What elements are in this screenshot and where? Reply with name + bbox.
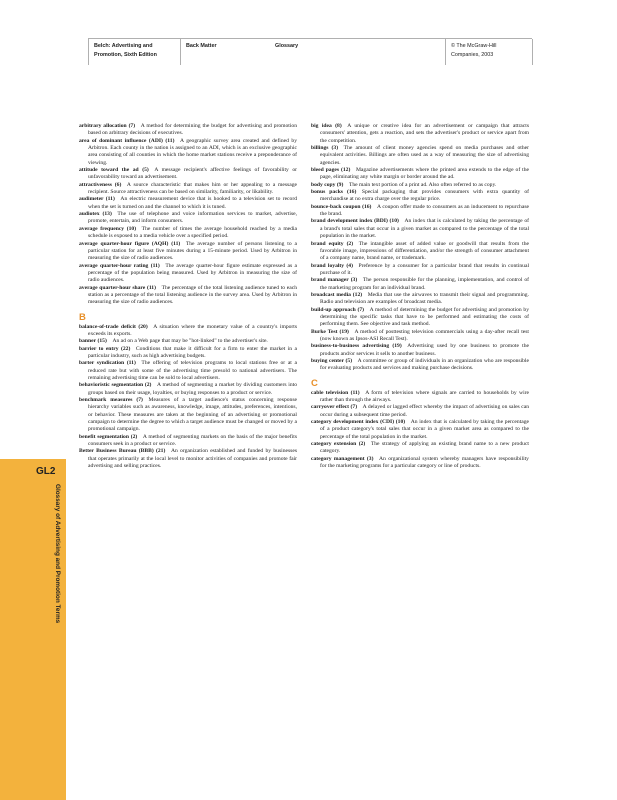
glossary-definition: A delayed or lagged effect whereby the impact of advertising on sales can occur during a subsequent time period. bbox=[320, 404, 529, 418]
chapter-ref: (2) bbox=[346, 240, 354, 247]
glossary-term: bounce-back coupon bbox=[311, 203, 361, 210]
glossary-term: audiotex bbox=[79, 211, 100, 218]
glossary-definition: The percentage of the total listening audience tuned to each station as a percentage of the total listening audience in the survey area. Used by Arbitron in measuring the size of radio audiences. bbox=[88, 284, 297, 306]
glossary-entry bbox=[79, 324, 297, 339]
glossary-term: big idea bbox=[311, 123, 332, 129]
glossary-term: barrier to entry bbox=[79, 345, 119, 352]
glossary-term: attitude toward the ad bbox=[79, 167, 139, 174]
chapter-ref: (11) bbox=[146, 284, 156, 291]
glossary-entry bbox=[311, 277, 529, 292]
glossary-term: Better Business Bureau (BBB) bbox=[79, 448, 154, 455]
glossary-entry bbox=[311, 204, 529, 219]
glossary-entry bbox=[79, 196, 297, 211]
left-entries-b bbox=[79, 324, 297, 471]
glossary-definition: A committee or group of individuals in an organization who are responsible for evaluating products and services and making purchase decisions. bbox=[320, 358, 529, 372]
glossary-definition: The amount of client money agencies spend on media purchases and other equivalent activities. Billings are often used as a way of measuring the size of advertising agencies. bbox=[320, 145, 529, 166]
chapter-ref: (11) bbox=[171, 240, 181, 247]
chapter-ref: (13) bbox=[102, 211, 112, 218]
glossary-term: average quarter-hour share bbox=[79, 284, 146, 291]
glossary-entry bbox=[311, 182, 529, 189]
chapter-ref: (5) bbox=[142, 167, 149, 174]
glossary-entry bbox=[79, 397, 297, 434]
glossary-definition: A situation where the monetary value of a country's imports exceeds its exports. bbox=[88, 323, 298, 337]
chapter-ref: (6) bbox=[114, 181, 122, 188]
left-column bbox=[79, 123, 297, 470]
glossary-entry bbox=[311, 189, 529, 204]
chapter-ref: (11) bbox=[150, 262, 160, 269]
glossary-entry bbox=[79, 263, 297, 285]
glossary-term: barter syndication bbox=[79, 360, 125, 367]
chapter-ref: (8) bbox=[335, 123, 342, 129]
glossary-term: behavioristic segmentation bbox=[79, 382, 144, 389]
glossary-definition: Conditions that make it difficult for a firm to enter the market in a particular industry, such as high advertising budgets. bbox=[88, 345, 297, 359]
chapter-ref: (2) bbox=[358, 441, 366, 448]
glossary-entry bbox=[79, 285, 297, 307]
glossary-term: category management bbox=[311, 455, 365, 462]
glossary-term: brand development index (BDI) bbox=[311, 218, 388, 225]
glossary-term: average frequency bbox=[79, 225, 125, 232]
glossary-term: brand loyalty bbox=[311, 262, 345, 269]
chapter-ref: (11) bbox=[350, 389, 360, 396]
glossary-definition: A method of determining the budget for advertising and promotion by determining the specific tasks that have to be performed and estimating the costs of performing them. See objective and task method. bbox=[320, 306, 529, 328]
glossary-definition: An organizational system whereby managers have responsibility for the marketing programs for a particular category or line of products. bbox=[320, 455, 529, 470]
glossary-entry bbox=[311, 292, 529, 307]
right-entries-b bbox=[311, 123, 529, 373]
glossary-definition: The main text portion of a print ad. Also often referred to as copy. bbox=[348, 181, 497, 188]
section-letter-c: C bbox=[311, 377, 318, 389]
left-entries-a bbox=[79, 123, 297, 307]
glossary-term: broadcast media bbox=[311, 291, 351, 298]
chapter-ref: (7) bbox=[357, 306, 365, 313]
glossary-term: brand equity bbox=[311, 240, 344, 247]
right-entries-c bbox=[311, 390, 529, 471]
glossary-entry bbox=[311, 263, 529, 278]
glossary-entry bbox=[311, 329, 529, 344]
glossary-definition: A geographic survey area created and defined by Arbitron. Each county in the nation is assigned to an ADI, which is an exclusive geographic area consisting of all counties in which the home market stations receive a preponderance of viewing. bbox=[88, 137, 297, 166]
glossary-term: benchmark measures bbox=[79, 397, 133, 404]
chapter-ref: (3) bbox=[331, 145, 339, 152]
glossary-term: category extension bbox=[311, 441, 357, 448]
glossary-entry bbox=[311, 404, 529, 419]
glossary-definition: A method for determining the budget for advertising and promotion based on arbitrary decisions of executives. bbox=[88, 123, 297, 137]
glossary-definition: Media that use the airwaves to transmit their signal and programming. Radio and television are examples of broadcast media. bbox=[320, 291, 529, 306]
header-section: Back Matter bbox=[180, 39, 270, 65]
glossary-definition: The use of telephone and voice information services to market, advertise, promote, entertain, and inform consumers. bbox=[88, 211, 297, 225]
glossary-term: Burke Test bbox=[311, 328, 338, 335]
chapter-ref: (11) bbox=[126, 360, 136, 367]
chapter-ref: (7) bbox=[136, 397, 143, 404]
glossary-entry bbox=[79, 338, 297, 345]
glossary-entry bbox=[311, 390, 529, 405]
chapter-ref: (10) bbox=[126, 225, 137, 232]
glossary-term: category development index (CDI) bbox=[311, 419, 395, 426]
glossary-term: benefit segmentation bbox=[79, 433, 129, 440]
glossary-term: business-to-business advertising bbox=[311, 343, 390, 350]
glossary-definition: Measures of a target audience's status concerning response hierarchy variables such as awareness, knowledge, image, attitudes, preferences, intentions, or behavior. These measures are taken at the beginning of an advertising or promotional campaign to determine the degree to which a target audience must be changed or moved by a promotional campaign. bbox=[88, 397, 297, 433]
chapter-ref: (3) bbox=[366, 455, 374, 462]
glossary-definition: An electric measurement device that is hooked to a television set to record when the set is turned on and the channel to which it is tuned. bbox=[88, 196, 297, 210]
glossary-definition: A method of posttesting television commercials using a day-after recall test (now known as Ipsos-ASI Recall Test). bbox=[320, 328, 529, 342]
glossary-term: billings bbox=[311, 145, 329, 152]
chapter-ref: (7) bbox=[350, 404, 358, 411]
chapter-ref: (15) bbox=[97, 338, 107, 345]
glossary-definition: A method of segmenting markets on the basis of the major benefits consumers seek in a product or service. bbox=[88, 433, 298, 448]
glossary-entry bbox=[311, 441, 529, 456]
chapter-ref: (2) bbox=[144, 382, 152, 389]
chapter-ref: (12) bbox=[341, 167, 351, 174]
glossary-term: bonus packs bbox=[311, 189, 343, 196]
chapter-ref: (11) bbox=[165, 137, 175, 144]
glossary-term: audimeter bbox=[79, 196, 104, 203]
glossary-definition: An index that is calculated by taking the percentage of a product category's total sales that occur in a given market area as compared to the percentage of the total population in the market. bbox=[320, 419, 529, 440]
glossary-term: cable television bbox=[311, 389, 349, 396]
chapter-ref: (16) bbox=[346, 189, 357, 196]
glossary-entry bbox=[311, 145, 529, 167]
chapter-ref: (12) bbox=[352, 291, 363, 298]
glossary-entry bbox=[79, 382, 297, 397]
glossary-definition: A method of segmenting a market by dividing customers into groups based on their usage, loyalties, or buying responses to a product or service. bbox=[88, 382, 297, 396]
section-letter-b: B bbox=[79, 311, 86, 323]
chapter-ref: (11) bbox=[105, 196, 115, 203]
glossary-entry bbox=[79, 167, 297, 182]
header-book-title: Belch: Advertising and Promotion, Sixth Edition bbox=[88, 39, 178, 65]
glossary-term: build-up approach bbox=[311, 306, 356, 313]
chapter-ref: (9) bbox=[336, 181, 344, 188]
glossary-definition: Magazine advertisements where the printed area extends to the edge of the page, eliminating any white margin or border around the ad. bbox=[320, 167, 529, 181]
glossary-entry bbox=[79, 182, 297, 197]
glossary-entry bbox=[79, 241, 297, 263]
glossary-definition: The person responsible for the planning, implementation, and control of the marketing program for an individual brand. bbox=[320, 277, 530, 291]
glossary-definition: The strategy of applying an existing brand name to a new product category. bbox=[320, 441, 529, 455]
glossary-entry bbox=[311, 307, 529, 329]
glossary-entry bbox=[79, 123, 297, 138]
glossary-definition: A source characteristic that makes him or her appealing to a message recipient. Source attractiveness can be based on similarity, familiarity, or likability. bbox=[88, 181, 297, 196]
glossary-term: body copy bbox=[311, 181, 336, 188]
glossary-term: average quarter-hour rating bbox=[79, 262, 149, 269]
glossary-definition: The number of times the average household reached by a media schedule is exposed to a media vehicle over a specified period. bbox=[88, 225, 297, 240]
glossary-entry bbox=[79, 434, 297, 449]
glossary-definition: A form of television where signals are carried to households by wire rather than through the airways. bbox=[320, 389, 529, 404]
chapter-ref: (22) bbox=[121, 345, 131, 352]
chapter-ref: (21) bbox=[156, 448, 166, 455]
glossary-definition: Preference by a consumer for a particular brand that results in continual purchase of it. bbox=[320, 262, 529, 276]
glossary-definition: A coupon offer made to consumers as an inducement to repurchase the brand. bbox=[320, 203, 529, 218]
glossary-entry bbox=[311, 343, 529, 358]
glossary-term: buying center bbox=[311, 358, 344, 364]
glossary-entry bbox=[79, 448, 297, 470]
glossary-entry bbox=[311, 123, 529, 145]
chapter-ref: (5) bbox=[345, 358, 353, 364]
glossary-entry bbox=[79, 211, 297, 226]
glossary-definition: The average quarter-hour figure estimate expressed as a percentage of the population being measured. Used by Arbitron in measuring the size of radio audiences. bbox=[88, 262, 297, 284]
glossary-definition: The average number of persons listening to a particular station for at least five minutes during a 15-minute period. Used by Arbitron in measuring the size of radio audiences. bbox=[88, 240, 298, 262]
glossary-entry bbox=[311, 419, 529, 441]
running-header bbox=[88, 38, 532, 71]
glossary-entry bbox=[311, 456, 529, 471]
chapter-ref: (20) bbox=[138, 323, 148, 330]
glossary-definition: An index that is calculated by taking the percentage of a brand's total sales that occur in a given market as compared to the percentage of the total population in the market. bbox=[320, 218, 529, 240]
glossary-entry bbox=[79, 226, 297, 241]
page-number-tab: GL2 bbox=[36, 466, 56, 477]
glossary-entry bbox=[311, 241, 529, 263]
glossary-definition: The offering of television programs to local stations free or at a reduced rate but with some of the advertising time presold to national advertisers. The remaining advertising time can be sold to local advertisers. bbox=[88, 360, 298, 381]
glossary-term: average quarter-hour figure (AQH) bbox=[79, 240, 169, 247]
glossary-definition: Special packaging that provides consumers with extra quantity of merchandise at no extra charge over the regular price. bbox=[320, 189, 529, 203]
glossary-term: banner bbox=[79, 338, 97, 345]
chapter-ref: (19) bbox=[339, 328, 349, 335]
glossary-entry bbox=[79, 346, 297, 361]
chapter-ref: (3) bbox=[350, 277, 358, 284]
glossary-term: area of dominant influence (ADI) bbox=[79, 137, 163, 144]
glossary-term: brand manager bbox=[311, 277, 349, 284]
right-column bbox=[311, 123, 529, 470]
glossary-entry bbox=[311, 167, 529, 182]
glossary-entry bbox=[311, 218, 529, 240]
glossary-definition: Advertising used by one business to promote the products and/or services it sells to another business. bbox=[320, 343, 529, 357]
chapter-ref: (7) bbox=[128, 123, 136, 129]
glossary-definition: An ad on a Web page that may be "hot-linked" to the advertiser's site. bbox=[112, 338, 268, 345]
glossary-definition: A message recipient's affective feelings of favorability or unfavorability toward an advertisement. bbox=[88, 167, 297, 181]
glossary-definition: An organization established and funded by businesses that operates primarily at the local level to monitor activities of companies and promote fair advertising and selling practices. bbox=[88, 448, 298, 470]
header-chapter: Glossary bbox=[275, 43, 299, 49]
chapter-ref: (19) bbox=[392, 343, 402, 350]
glossary-definition: The intangible asset of added value or goodwill that results from the favorable image, impressions of differentiation, and/or the strength of consumer attachment of a company name, brand name, or trademark. bbox=[320, 240, 530, 262]
glossary-definition: A unique or creative idea for an advertisement or campaign that attracts consumers' attention, gets a reaction, and sets the advertiser's product or service apart from the competition. bbox=[320, 123, 530, 144]
chapter-ref: (16) bbox=[362, 203, 372, 210]
glossary-entry bbox=[311, 358, 529, 373]
chapter-ref: (10) bbox=[395, 419, 406, 426]
glossary-term: arbitrary allocation bbox=[79, 123, 127, 129]
sidebar-title: Glossary of Advertising and Promotion Terms bbox=[54, 484, 61, 624]
chapter-ref: (2) bbox=[130, 433, 138, 440]
header-copyright: © The McGraw-Hill Companies, 2003 bbox=[445, 39, 533, 65]
glossary-entry bbox=[79, 138, 297, 167]
chapter-ref: (10) bbox=[389, 218, 399, 225]
glossary-term: bleed pages bbox=[311, 167, 340, 174]
glossary-term: attractiveness bbox=[79, 181, 112, 188]
glossary-term: balance-of-trade deficit bbox=[79, 323, 136, 330]
glossary-term: carryover effect bbox=[311, 404, 350, 411]
glossary-entry bbox=[79, 360, 297, 382]
chapter-ref: (4) bbox=[346, 262, 353, 269]
